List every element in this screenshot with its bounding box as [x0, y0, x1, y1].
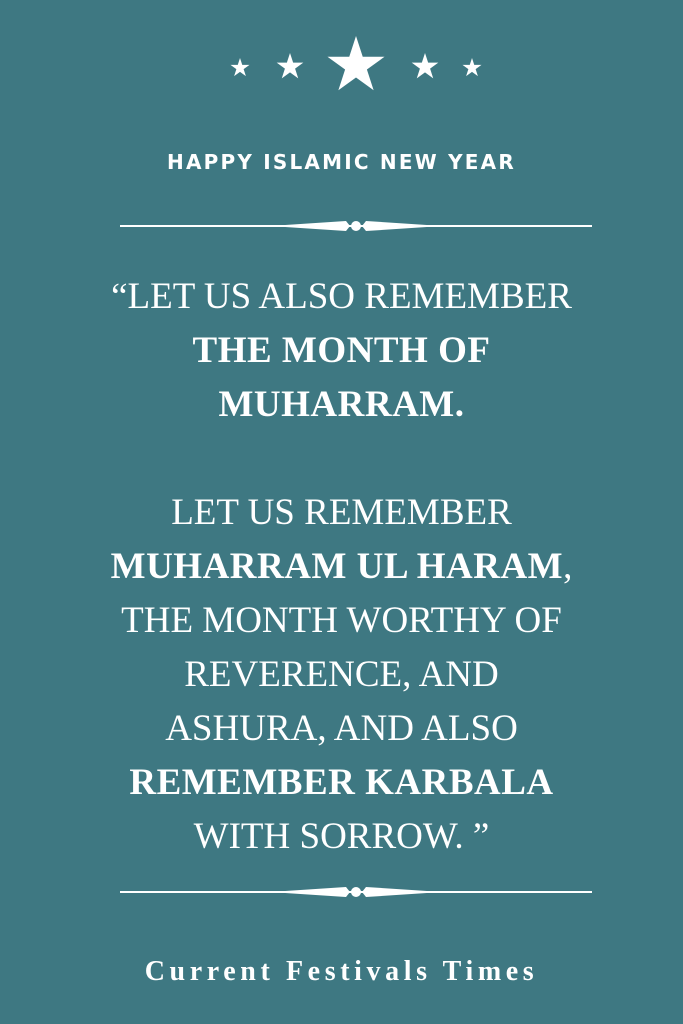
quote-line: THE MONTH WORTHY OF [121, 600, 562, 641]
ornamental-divider [120, 884, 592, 900]
quote-line-bold: REMEMBER KARBALA [129, 762, 554, 803]
brand-footer: Current Festivals Times [144, 956, 539, 987]
quote-block [30, 270, 653, 864]
star-icon [327, 36, 384, 90]
star-icon [412, 53, 439, 78]
quote-line: WITH SORROW. ” [193, 816, 490, 857]
ornamental-divider [120, 218, 592, 234]
quote-line-bold: MUHARRAM UL HARAM [110, 546, 564, 587]
greeting-heading: HAPPY ISLAMIC NEW YEAR [167, 150, 516, 174]
quote-line-bold: MUHARRAM. [218, 384, 465, 425]
quote-line: ASHURA, AND ALSO [165, 708, 518, 749]
star-icon [230, 58, 249, 76]
quote-line: LET US REMEMBER [171, 492, 512, 533]
quote-line-mixed [30, 540, 653, 594]
stars-icon [0, 36, 683, 100]
quote-line-bold: THE MONTH OF [192, 330, 491, 371]
quote-punctuation: , [563, 546, 573, 587]
star-icon [462, 58, 481, 76]
quote-line: REVERENCE, AND [184, 654, 499, 695]
star-icon [277, 53, 304, 78]
quote-line: “LET US ALSO REMEMBER [111, 276, 572, 317]
